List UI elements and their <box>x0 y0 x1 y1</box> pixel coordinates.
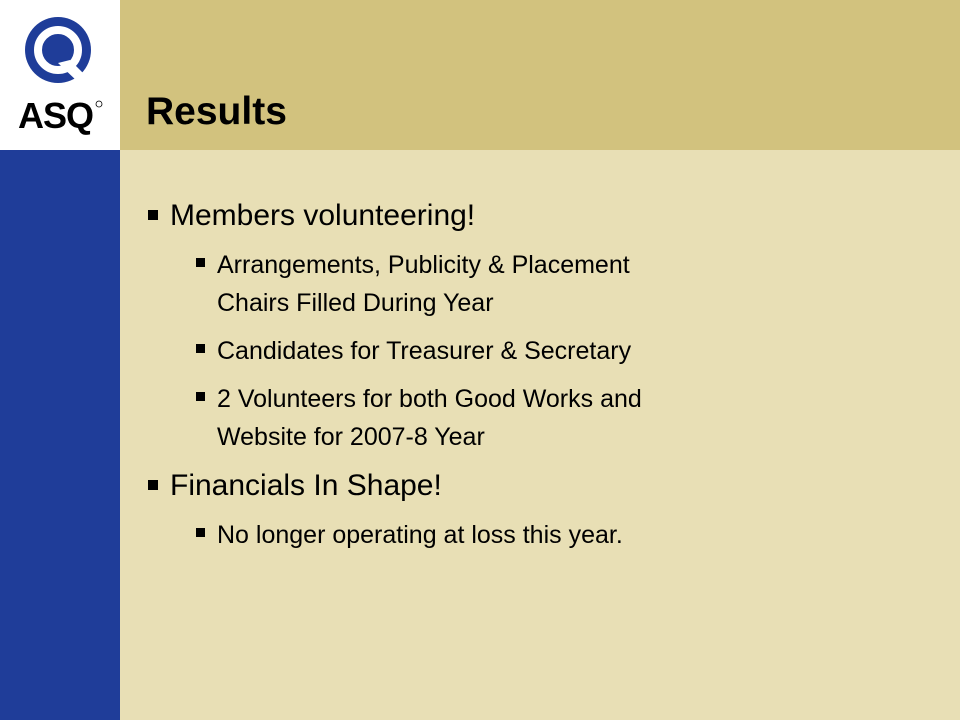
left-accent-bar <box>0 150 120 720</box>
sub-bullet-candidates <box>146 332 936 370</box>
bullet-text: Members volunteering! <box>170 199 476 232</box>
sub-bullet-line: 2 Volunteers for both Good Works and <box>217 385 642 413</box>
sub-bullet-arrangements <box>146 246 936 322</box>
asq-logo <box>0 0 120 150</box>
sub-bullet-line: Candidates for Treasurer & Secretary <box>217 337 632 365</box>
bullet-financials <box>146 466 936 506</box>
logo-text: ASQ <box>18 95 94 136</box>
sub-bullet-line: Chairs Filled During Year <box>217 289 494 317</box>
slide-body <box>146 196 936 554</box>
sub-bullet-volunteers <box>146 380 936 456</box>
sub-bullet-line: Arrangements, Publicity & Placement <box>217 251 630 279</box>
sub-bullet-no-loss <box>146 516 936 554</box>
square-bullet-icon <box>196 392 205 401</box>
square-bullet-icon <box>148 480 158 490</box>
square-bullet-icon <box>196 344 205 353</box>
bullet-text: Financials In Shape! <box>170 469 442 502</box>
square-bullet-icon <box>196 258 205 267</box>
sub-bullet-line: No longer operating at loss this year. <box>217 521 623 549</box>
square-bullet-icon <box>148 210 158 220</box>
square-bullet-icon <box>196 528 205 537</box>
logo-area <box>0 0 120 150</box>
sub-bullet-line: Website for 2007-8 Year <box>217 423 485 451</box>
registered-mark-icon <box>96 101 102 107</box>
bullet-members-volunteering <box>146 196 936 236</box>
slide-title: Results <box>146 90 287 133</box>
